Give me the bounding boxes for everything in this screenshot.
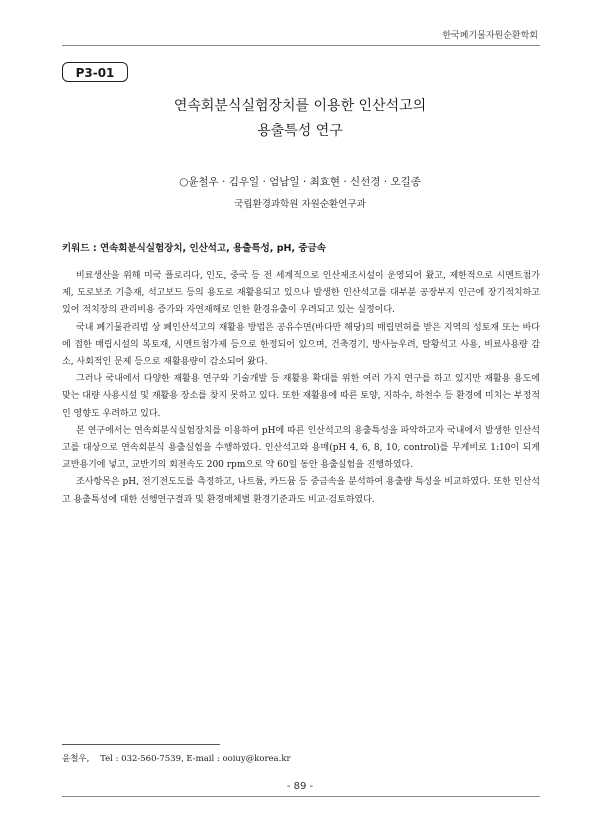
paper-title (0, 94, 600, 144)
bottom-rule (62, 796, 540, 797)
poster-badge: P3-01 (62, 62, 128, 82)
affiliation: 국립환경과학원 자원순환연구과 (234, 199, 366, 210)
abstract-body (62, 268, 540, 509)
page-number: - 89 - (286, 781, 314, 792)
paragraph: 국내 폐기물관리법 상 폐인산석고의 재활용 방법은 공유수면(바다만 해당)의 매립면허를 받은 지역의 성토재 또는 바다에 접한 매립시설의 복토재, 시멘트첨가제 등으로 한정되어 있으며, 건축경기, 방사능우려, 탈황석고 사용, 비료사용량 감소, 사회적인 문제 등으로 재활용량이 감소되어 왔다. (62, 322, 540, 368)
paragraph: 비료생산을 위해 미국 플로리다, 인도, 중국 등 전 세계적으로 인산제조시설이 운영되어 왔고, 제한적으로 시멘트첨가제, 도로보조 기층재, 석고보드 등의 용도로 재활용되고 있으나 발생한 인산석고를 대부분 공장부지 인근에 장기적치하고 있어 적치장의 관리비용 증가와 자연재해로 인한 환경유출이 우려되고 있는 실정이다. (62, 271, 540, 316)
title-line-2: 용출특성 연구 (257, 123, 343, 139)
header-society: 한국폐기물자원순환학회 (442, 31, 538, 41)
paragraph: 본 연구에서는 연속회분식실험장치를 이용하여 pH에 따른 인산석고의 용출특성을 파악하고자 국내에서 발생한 인산석고를 대상으로 연속회분식 용출실험을 수행하였다. 인산석고와 용매(pH 4, 6, 8, 10, control)를 무게비로 1:10이 되게 교반용기에 넣고, 교반기의 회전속도 200 rpm으로 약 60일 동안 용출실험을 진행하였다. (62, 425, 540, 471)
title-line-1: 연속회분식실험장치를 이용한 인산석고의 (173, 98, 427, 114)
paragraph: 그러나 국내에서 다양한 재활용 연구와 기술개발 등 재활용 확대를 위한 여러 가지 연구를 하고 있지만 재활용 용도에 맞는 대량 사용시설 및 재활용 장소를 찾지 못하고 있다. 또한 재활용에 따른 토양, 지하수, 하천수 등 환경에 미치는 부정적인 영향도 우려하고 있다. (62, 374, 540, 419)
keywords: 키워드 : 연속회분식실험장치, 인산석고, 용출특성, pH, 중금속 (62, 243, 326, 254)
footnote-rule (62, 744, 220, 745)
author-list: ○윤철우 · 김우일 · 엄남일 · 최효현 · 신선경 · 오길종 (179, 176, 421, 188)
header-rule (62, 45, 540, 46)
paragraph: 조사항목은 pH, 전기전도도를 측정하고, 나트륨, 카드뮴 등 중금속을 분석하여 용출량 특성을 비교하였다. 또한 인산석고 용출특성에 대한 선행연구결과 및 환경매체별 환경기준과도 비교·검토하였다. (62, 477, 540, 505)
footnote: 윤철우, Tel : 032-560-7539, E-mail : ooiuy@korea.kr (62, 754, 291, 764)
